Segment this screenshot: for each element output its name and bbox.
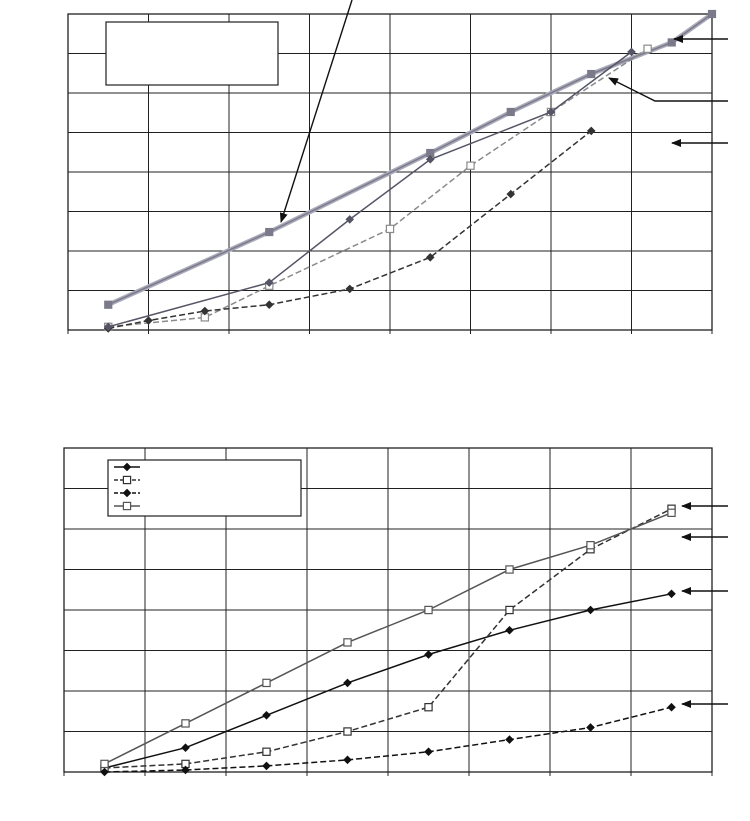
diamond-point bbox=[506, 736, 513, 743]
open-square-point bbox=[587, 542, 594, 549]
legend bbox=[108, 460, 301, 516]
open-square-point bbox=[425, 704, 432, 711]
diamond-point bbox=[506, 627, 513, 634]
pointer-arrow-1 bbox=[281, 0, 352, 222]
legend bbox=[106, 22, 278, 85]
open-square-point bbox=[263, 679, 270, 686]
open-square-point bbox=[668, 509, 675, 516]
diamond-point bbox=[266, 301, 273, 308]
series-3 bbox=[105, 127, 595, 332]
open-square-point bbox=[386, 225, 393, 232]
diamond-point bbox=[344, 756, 351, 763]
top-chart bbox=[68, 0, 728, 334]
diamond-point bbox=[346, 285, 353, 292]
diamond-point bbox=[425, 748, 432, 755]
open-square-point bbox=[123, 502, 130, 509]
diamond-point bbox=[425, 651, 432, 658]
bottom-chart bbox=[64, 448, 728, 776]
diamond-point bbox=[263, 712, 270, 719]
open-square-point bbox=[644, 45, 651, 52]
open-square-point bbox=[344, 728, 351, 735]
pointer-arrow-3 bbox=[609, 78, 728, 101]
legend-box bbox=[106, 22, 278, 85]
square-point bbox=[507, 108, 514, 115]
square-point bbox=[708, 10, 715, 17]
open-square-point bbox=[344, 639, 351, 646]
diamond-point bbox=[587, 606, 594, 613]
square-point bbox=[588, 70, 595, 77]
open-square-point bbox=[467, 162, 474, 169]
square-point bbox=[266, 228, 273, 235]
open-square-point bbox=[101, 760, 108, 767]
diamond-point bbox=[668, 704, 675, 711]
open-square-point bbox=[506, 566, 513, 573]
diamond-point bbox=[587, 724, 594, 731]
series-line bbox=[108, 49, 647, 327]
square-point bbox=[668, 39, 675, 46]
open-square-point bbox=[425, 606, 432, 613]
diamond-point bbox=[668, 590, 675, 597]
open-square-point bbox=[123, 476, 130, 483]
diamond-point bbox=[263, 762, 270, 769]
diamond-point bbox=[344, 679, 351, 686]
diamond-point bbox=[182, 744, 189, 751]
square-point bbox=[105, 301, 112, 308]
open-square-point bbox=[506, 606, 513, 613]
open-square-point bbox=[263, 748, 270, 755]
open-square-point bbox=[182, 720, 189, 727]
legend-box bbox=[108, 460, 301, 516]
series-2 bbox=[105, 45, 652, 330]
series-line bbox=[108, 131, 591, 329]
